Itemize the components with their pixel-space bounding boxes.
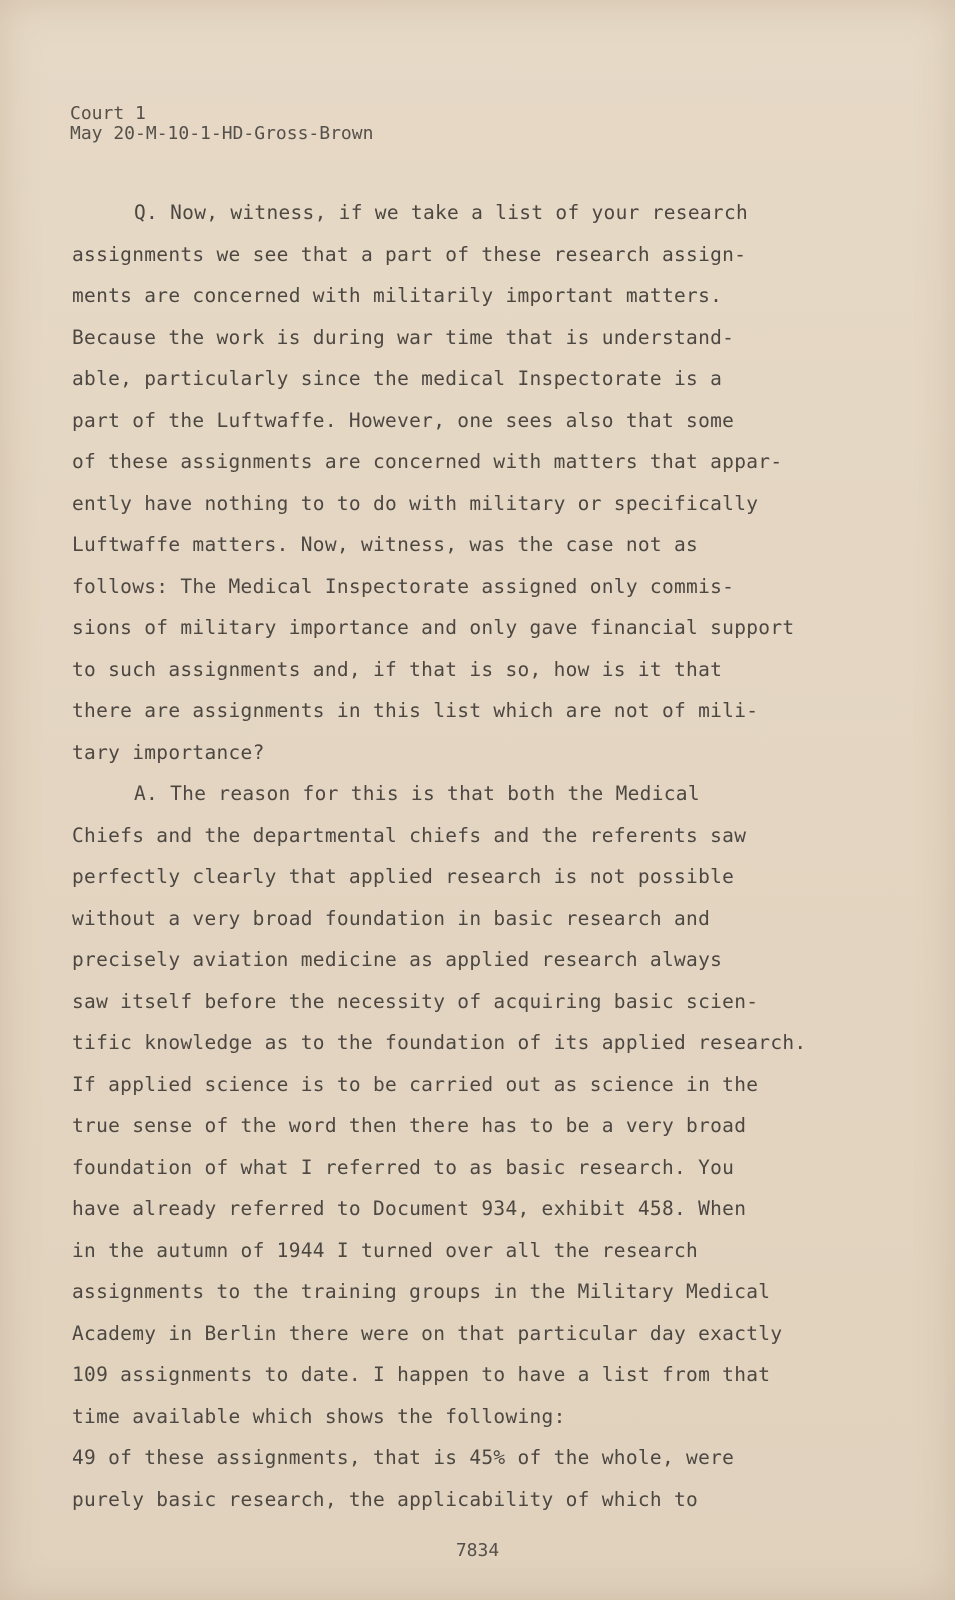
transcript-line: saw itself before the necessity of acquiring basic scien- (72, 989, 759, 1013)
header-court: Court 1 (70, 103, 146, 124)
transcript-line: to such assignments and, if that is so, how is it that (72, 657, 723, 681)
transcript-line: sions of military importance and only gave financial support (72, 616, 795, 639)
document-header (70, 104, 373, 144)
transcript-line: have already referred to Document 934, exhibit 458. When (72, 1197, 747, 1220)
transcript-line: without a very broad foundation in basic research and (72, 906, 711, 930)
transcript-line: Q. Now, witness, if we take a list of your research (134, 201, 749, 224)
transcript-line: part of the Luftwaffe. However, one sees also that some (72, 408, 735, 432)
transcript-line: ently have nothing to to do with military or specifically (72, 491, 759, 515)
transcript-line: of these assignments are concerned with matters that appar- (72, 450, 783, 473)
transcript-line: ments are concerned with militarily important matters. (72, 284, 723, 307)
transcript-line: 49 of these assignments, that is 45% of the whole, were (72, 1446, 735, 1469)
transcript-line: Because the work is during war time that is understand- (72, 325, 735, 349)
transcript-line: Chiefs and the departmental chiefs and the referents saw (72, 823, 747, 847)
transcript-line: tific knowledge as to the foundation of its applied research. (72, 1031, 807, 1054)
transcript-line: precisely aviation medicine as applied research always (72, 948, 723, 971)
page-number: 7834 (455, 1540, 500, 1561)
transcript-line: assignments we see that a part of these research assign- (72, 242, 747, 266)
transcript-line: there are assignments in this list which are not of mili- (72, 699, 759, 722)
transcript-line: If applied science is to be carried out as science in the (72, 1072, 759, 1096)
transcript-line: in the autumn of 1944 I turned over all the research (72, 1238, 699, 1262)
transcript-line: tary importance? (72, 740, 265, 764)
transcript-line: purely basic research, the applicability of which to (72, 1487, 699, 1511)
transcript-line: able, particularly since the medical Inspectorate is a (72, 367, 723, 390)
transcript-line: assignments to the training groups in the Military Medical (72, 1280, 771, 1303)
transcript-body (72, 192, 932, 1520)
transcript-line: A. The reason for this is that both the Medical (134, 782, 700, 805)
transcript-line: follows: The Medical Inspectorate assigned only commis- (72, 574, 735, 598)
transcript-line: time available which shows the following: (72, 1404, 566, 1428)
transcript-line: true sense of the word then there has to be a very broad (72, 1114, 747, 1137)
header-reference: May 20-M-10-1-HD-Gross-Brown (70, 123, 374, 144)
transcript-line: 109 assignments to date. I happen to have a list from that (72, 1363, 771, 1386)
transcript-line: foundation of what I referred to as basic research. You (72, 1155, 735, 1179)
transcript-line: Luftwaffe matters. Now, witness, was the case not as (72, 533, 699, 556)
transcript-line: perfectly clearly that applied research is not possible (72, 865, 735, 888)
transcript-line: Academy in Berlin there were on that particular day exactly (72, 1321, 783, 1345)
